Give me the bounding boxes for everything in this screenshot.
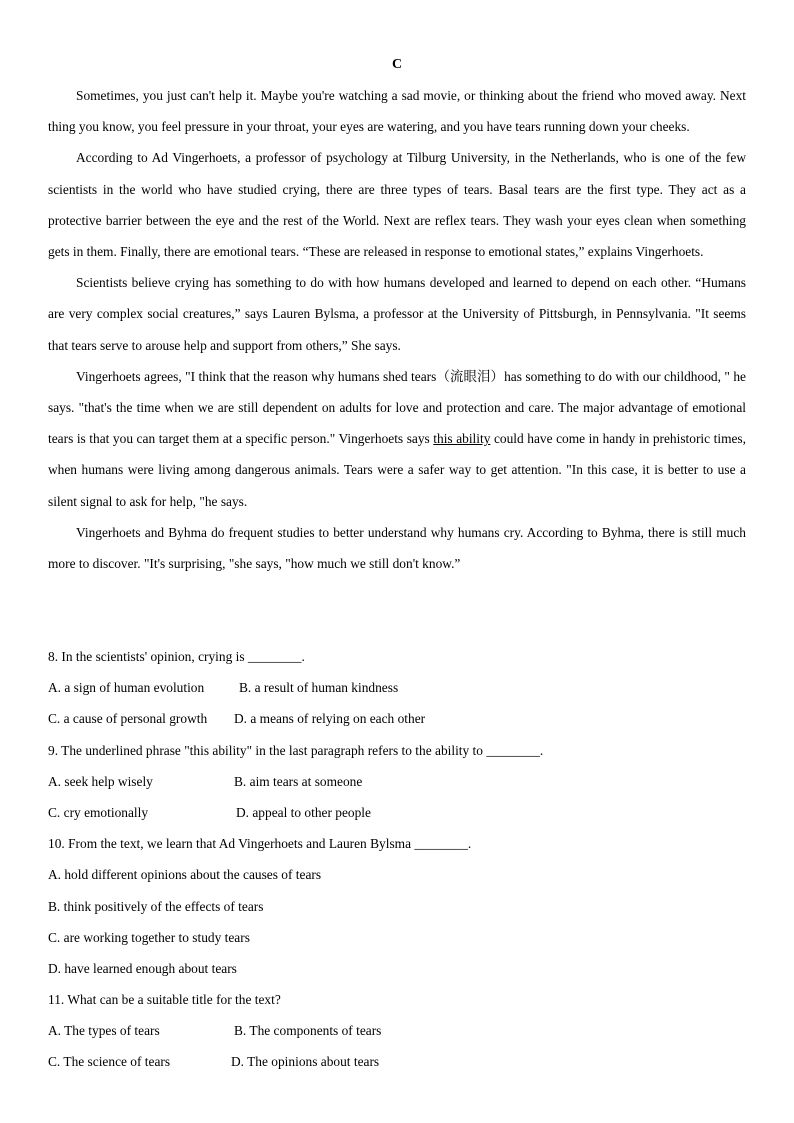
question-9-option-c[interactable]: C. cry emotionally <box>48 804 149 820</box>
question-9-row-2 <box>48 797 746 828</box>
question-10-option-a[interactable]: A. hold different opinions about the causes of tears <box>48 867 322 883</box>
question-10-option-b[interactable]: B. think positively of the effects of tears <box>48 898 264 914</box>
question-8-row-1 <box>48 672 746 703</box>
paragraph-2: According to Ad Vingerhoets, a professor of psychology at Tilburg University, in the Netherlands, who is one of the few scientists in the world who have studied crying, there are three types of tears. Basal tears are the first type. They act as a protective barrier between the eye and the rest of the World. Next are reflex tears. They wash your eyes clean when something gets in them. Finally, there are emotional tears. “These are released in response to emotional states,” explains Vingerhoets. <box>48 150 746 260</box>
question-11-option-d[interactable]: D. The opinions about tears <box>231 1054 380 1070</box>
passage-label: C <box>391 57 403 72</box>
question-10-option-c[interactable]: C. are working together to study tears <box>48 929 250 945</box>
underlined-phrase: this ability <box>433 431 491 447</box>
question-10-stem: 10. From the text, we learn that Ad Vingerhoets and Lauren Bylsma ________. <box>48 836 472 852</box>
question-9-option-a[interactable]: A. seek help wisely <box>48 773 153 789</box>
paragraph-5: Vingerhoets and Byhma do frequent studies to better understand why humans cry. According to Byhma, there is still much more to discover. "It's surprising, "she says, "how much we still don't know.” <box>48 524 746 572</box>
paragraph-1: Sometimes, you just can't help it. Maybe you're watching a sad movie, or thinking about the friend who moved away. Next thing you know, you feel pressure in your throat, your eyes are watering, and you have tears running down your cheeks. <box>48 88 746 135</box>
question-8-row-2 <box>48 703 746 734</box>
question-9-option-d[interactable]: D. appeal to other people <box>236 804 371 820</box>
paragraph-4-text-b: could have come in handy in prehistoric times, when humans were living among dangerous animals. Tears were a safer way to get attention. "In this case, it is better to use a silent signal to ask for help, "he says. <box>48 431 746 509</box>
question-9-stem: 9. The underlined phrase "this ability" in the last paragraph refers to the ability to ________. <box>48 742 544 758</box>
question-11-option-c[interactable]: C. The science of tears <box>48 1054 171 1070</box>
question-9-option-b[interactable]: B. aim tears at someone <box>234 773 363 789</box>
question-11-option-a[interactable]: A. The types of tears <box>48 1023 160 1039</box>
question-11-row-2 <box>48 1046 746 1077</box>
paragraph-4-text-a: Vingerhoets agrees, "I think that the reason why humans shed tears（流眼泪）has something to do with our childhood, " he says. "that's the time when we are still dependent on adults for love and protection and care. The major advantage of emotional tears is that you can target them at a specific person." Vingerhoets says <box>48 368 746 447</box>
question-8-stem: 8. In the scientists' opinion, crying is ________. <box>48 649 305 664</box>
question-11-row-1 <box>48 1015 746 1046</box>
question-9-row-1 <box>48 766 746 797</box>
question-10-option-d[interactable]: D. have learned enough about tears <box>48 960 237 976</box>
question-11-stem: 11. What can be a suitable title for the text? <box>48 992 281 1008</box>
passage-body <box>48 80 746 579</box>
paragraph-4 <box>48 361 746 517</box>
question-8-option-b[interactable]: B. a result of human kindness <box>239 680 399 696</box>
question-11-option-b[interactable]: B. The components of tears <box>234 1023 382 1039</box>
paragraph-3: Scientists believe crying has something to do with how humans developed and learned to depend on each other. “Humans are very complex social creatures,” says Lauren Bylsma, a professor at the University of Pittsburgh, in Pennsylvania. "It seems that tears serve to arouse help and support from others,” She says. <box>48 275 746 353</box>
questions-section <box>48 641 746 1078</box>
question-8-option-d[interactable]: D. a means of relying on each other <box>234 711 426 727</box>
question-8-option-c[interactable]: C. a cause of personal growth <box>48 711 208 727</box>
question-8-option-a[interactable]: A. a sign of human evolution <box>48 680 205 696</box>
